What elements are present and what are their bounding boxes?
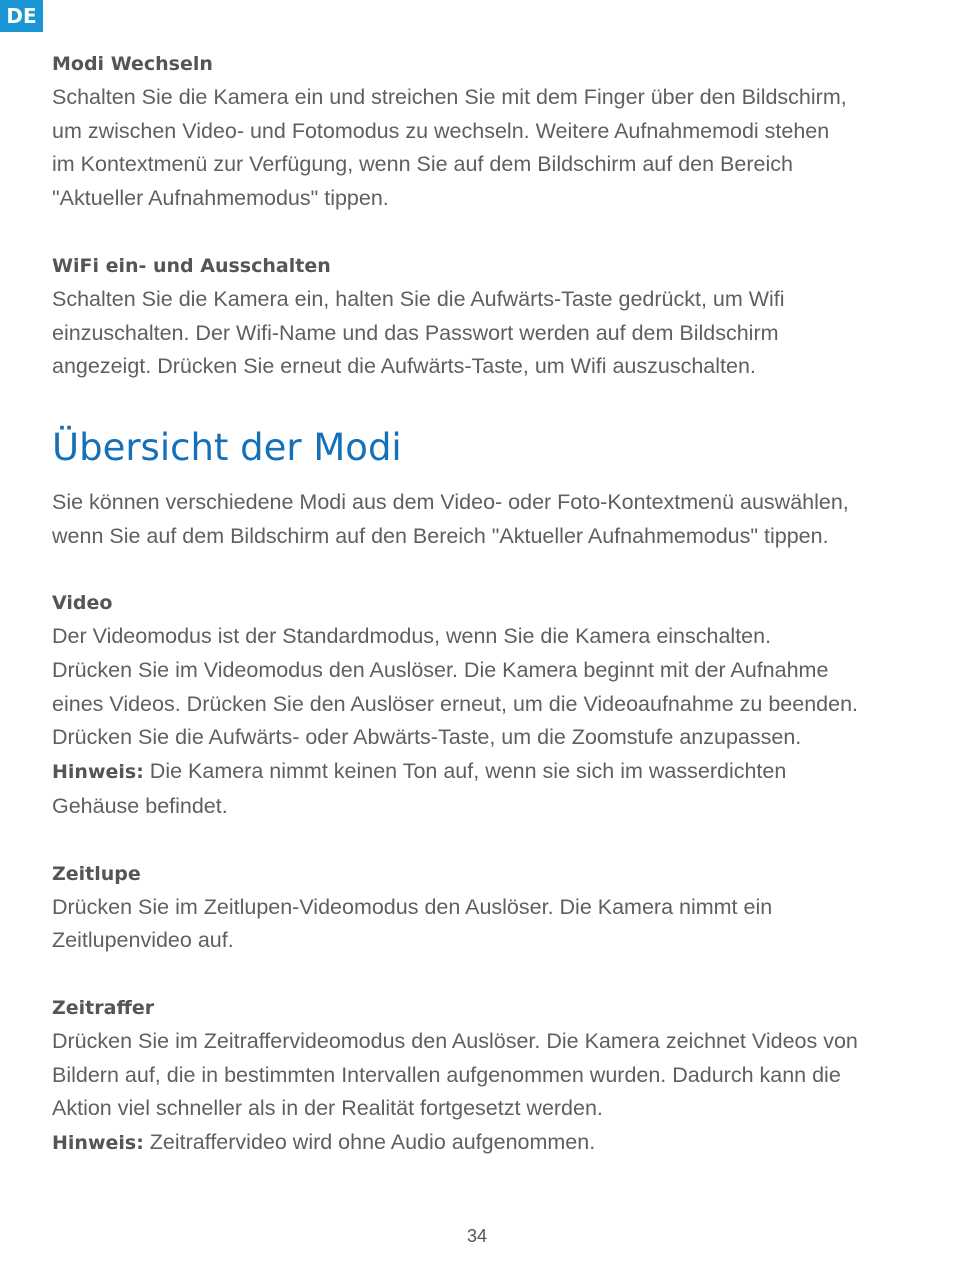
text-line: Aktion viel schneller als in der Realität fortgesetzt werden. — [52, 1096, 603, 1121]
spacer — [52, 824, 912, 858]
text-line: Der Videomodus ist der Standardmodus, wenn Sie die Kamera einschalten. — [52, 624, 772, 649]
section-title-zeitlupe: Zeitlupe — [52, 862, 141, 885]
spacer — [52, 958, 912, 992]
text-line: einzuschalten. Der Wifi-Name und das Passwort werden auf dem Bildschirm — [52, 320, 779, 345]
text-line: Drücken Sie die Aufwärts- oder Abwärts-Taste, um die Zoomstufe anzupassen. — [52, 725, 802, 750]
text-line: Sie können verschiedene Modi aus dem Video- oder Foto-Kontextmenü auswählen, — [52, 489, 849, 514]
section-title-modi-wechseln: Modi Wechseln — [52, 53, 213, 75]
paragraph-zeitlupe — [52, 891, 912, 958]
paragraph-wifi — [52, 283, 912, 384]
note-text: Die Kamera nimmt keinen Ton auf, wenn sie sich im wasserdichten — [143, 759, 787, 784]
language-badge: DE — [0, 0, 43, 32]
text-line: Zeitlupenvideo auf. — [52, 928, 234, 953]
text-line: Drücken Sie im Zeitlupen-Videomodus den Auslöser. Die Kamera nimmt ein — [52, 894, 773, 919]
page-number: 34 — [466, 1226, 488, 1246]
text-line: angezeigt. Drücken Sie erneut die Aufwärts-Taste, um Wifi auszuschalten. — [52, 354, 756, 379]
spacer — [52, 553, 912, 587]
paragraph-video — [52, 620, 912, 823]
text-line: Bildern auf, die in bestimmten Intervallen aufgenommen wurden. Dadurch kann die — [52, 1062, 841, 1087]
text-line: im Kontextmenü zur Verfügung, wenn Sie auf dem Bildschirm auf den Bereich — [52, 152, 793, 177]
text-line: wenn Sie auf dem Bildschirm auf den Bereich "Aktueller Aufnahmemodus" tippen. — [52, 523, 829, 548]
text-line: Schalten Sie die Kamera ein und streichen Sie mit dem Finger über den Bildschirm, — [52, 85, 847, 109]
text-line: eines Videos. Drücken Sie den Auslöser erneut, um die Videoaufnahme zu beenden. — [52, 691, 858, 716]
note-label: Hinweis: — [52, 761, 144, 784]
text-line: "Aktueller Aufnahmemodus" tippen. — [52, 186, 389, 211]
spacer — [52, 216, 912, 250]
note-text: Zeitraffervideo wird ohne Audio aufgenommen. — [143, 1130, 596, 1155]
text-line: Drücken Sie im Videomodus den Auslöser. Die Kamera beginnt mit der Aufnahme — [52, 658, 829, 683]
note-label: Hinweis: — [52, 1132, 144, 1155]
page-title-overview: Übersicht der Modi — [52, 425, 402, 469]
section-title-zeitraffer: Zeitraffer — [52, 996, 155, 1019]
paragraph-modi-wechseln — [52, 81, 912, 216]
paragraph-zeitraffer — [52, 1025, 912, 1161]
section-title-wifi: WiFi ein- und Ausschalten — [52, 254, 331, 277]
text-line: Schalten Sie die Kamera ein, halten Sie die Aufwärts-Taste gedrückt, um Wifi — [52, 286, 785, 311]
page-content — [52, 48, 912, 1161]
text-line: um zwischen Video- und Fotomodus zu wechseln. Weitere Aufnahmemodi stehen — [52, 118, 830, 143]
text-line: Drücken Sie im Zeitraffervideomodus den Auslöser. Die Kamera zeichnet Videos von — [52, 1028, 858, 1053]
note-text: Gehäuse befindet. — [52, 793, 228, 818]
section-title-video: Video — [52, 592, 113, 615]
paragraph-overview — [52, 486, 912, 553]
